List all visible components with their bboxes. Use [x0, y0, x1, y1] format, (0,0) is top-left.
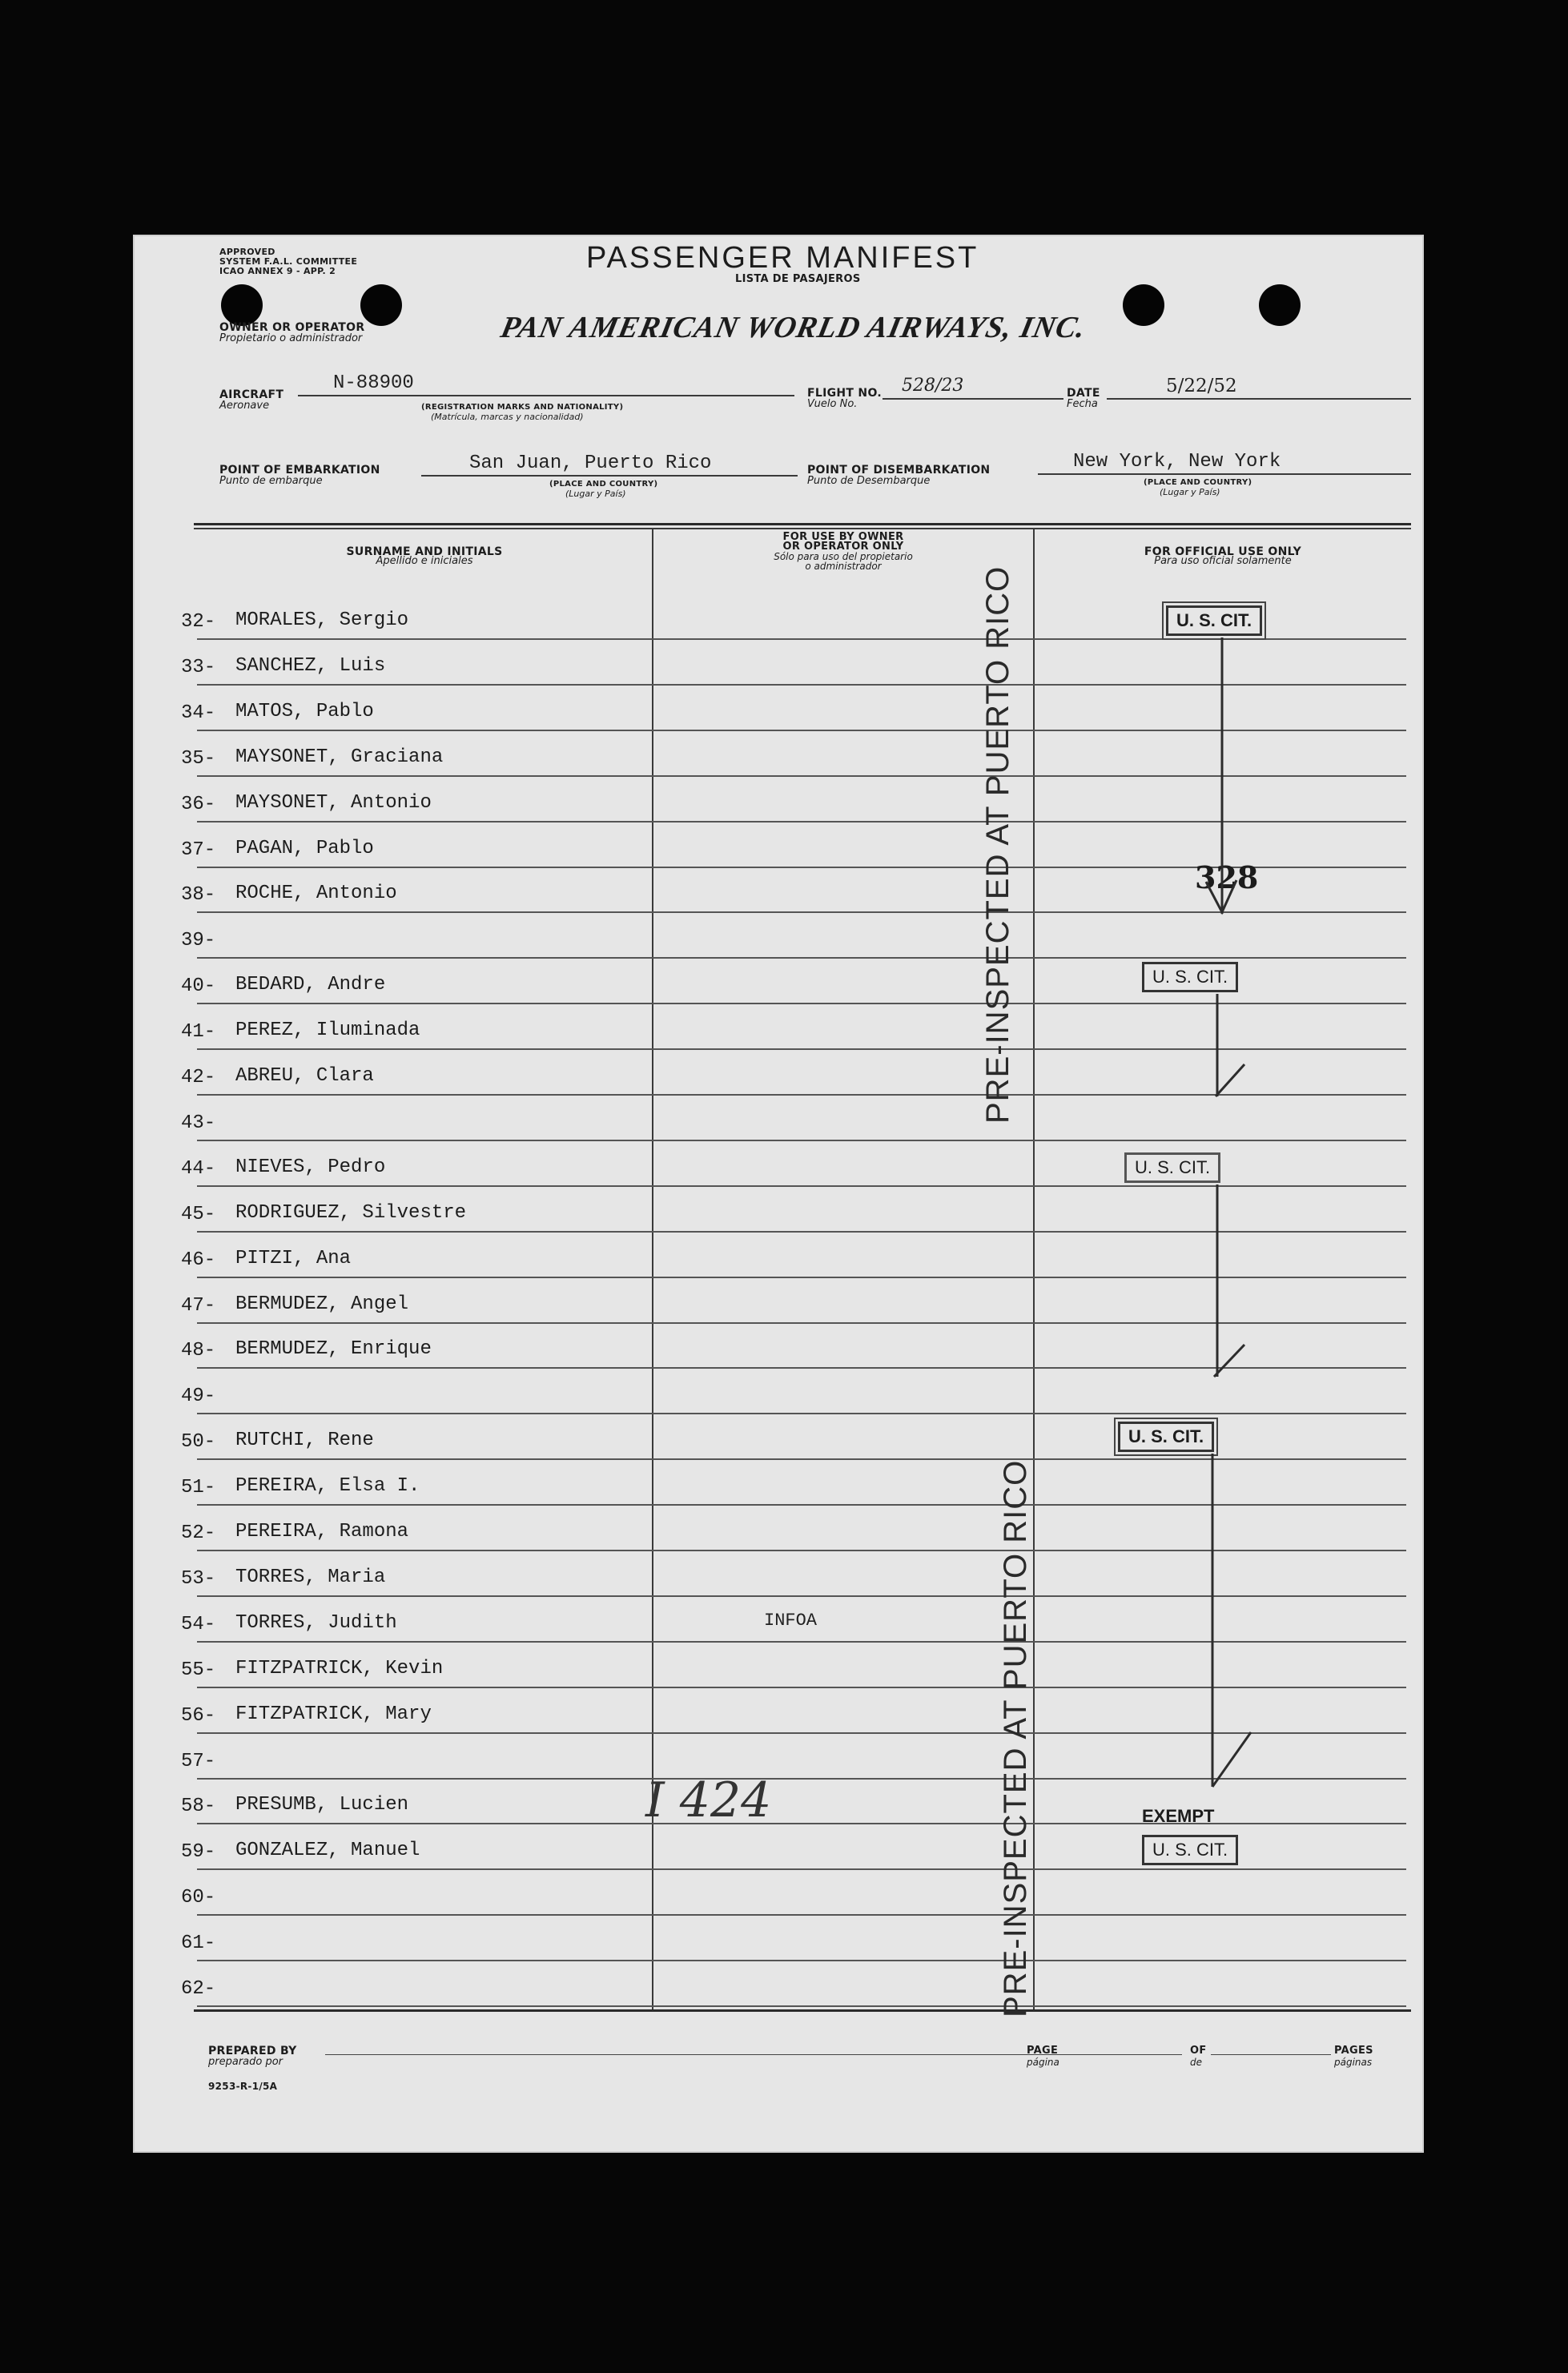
of-label-es: de — [1190, 2057, 1202, 2068]
row-number: 33- — [181, 656, 216, 678]
passenger-name: MAYSONET, Antonio — [235, 791, 432, 814]
row-number: 32- — [181, 611, 216, 633]
row-number: 34- — [181, 702, 216, 724]
embark-label-es: Punto de embarque — [219, 475, 323, 487]
row-number: 52- — [181, 1522, 216, 1544]
row-number: 62- — [181, 1978, 216, 2000]
passenger-name: RUTCHI, Rene — [235, 1430, 374, 1452]
disembark-label: POINT OF DISEMBARKATION — [807, 464, 991, 477]
embark-label: POINT OF EMBARKATION — [219, 464, 380, 477]
row-number: 44- — [181, 1157, 216, 1180]
date-label: DATE — [1067, 387, 1100, 400]
airline-name: PAN AMERICAN WORLD AIRWAYS, INC. — [497, 311, 1090, 344]
place-caption-es: (Lugar y País) — [565, 489, 626, 499]
manifest-title: PASSENGER MANIFEST — [586, 241, 979, 275]
place-caption: (PLACE AND COUNTRY) — [549, 480, 658, 489]
us-cit-stamp: U. S. CIT. — [1166, 605, 1262, 636]
passenger-name: MATOS, Pablo — [235, 700, 374, 722]
passenger-name: GONZALEZ, Manuel — [235, 1840, 420, 1862]
passenger-name: MAYSONET, Graciana — [235, 746, 444, 768]
row-number: 50- — [181, 1431, 216, 1454]
row-number: 39- — [181, 930, 216, 952]
tally-marks — [133, 235, 1424, 2153]
disembark-label-es: Punto de Desembarque — [807, 475, 931, 487]
owner-label: OWNER OR OPERATOR — [219, 321, 365, 334]
aircraft-label-es: Aeronave — [219, 400, 270, 412]
of-label: OF — [1190, 2045, 1207, 2057]
aircraft-value: N-88900 — [333, 372, 414, 394]
passenger-name: PEREIRA, Elsa I. — [235, 1475, 420, 1498]
passenger-name: ABREU, Clara — [235, 1065, 374, 1087]
page-label-es: página — [1027, 2057, 1059, 2068]
row-number: 45- — [181, 1203, 216, 1225]
row-number: 59- — [181, 1841, 216, 1864]
passenger-name: MORALES, Sergio — [235, 609, 409, 631]
row-number: 48- — [181, 1340, 216, 1362]
col-header-surname-label: SURNAME AND INITIALS — [346, 545, 503, 558]
row-number: 49- — [181, 1386, 216, 1408]
row-number: 38- — [181, 884, 216, 907]
col-header-owner-line-es: o administrador — [805, 561, 882, 572]
pages-label: PAGES — [1334, 2045, 1373, 2057]
registration-caption: (REGISTRATION MARKS AND NATIONALITY) — [421, 403, 624, 412]
manifest-subtitle: LISTA DE PASAJEROS — [735, 273, 861, 285]
passenger-name: TORRES, Judith — [235, 1611, 397, 1634]
col-header-official-label: FOR OFFICIAL USE ONLY — [1144, 545, 1302, 558]
col-header-official-label-es: Para uso oficial solamente — [1154, 555, 1292, 567]
infoa-note: INFOA — [764, 1611, 818, 1631]
approval-line: APPROVED — [219, 247, 275, 257]
passenger-name: BERMUDEZ, Angel — [235, 1293, 409, 1315]
row-number: 47- — [181, 1294, 216, 1317]
row-number: 43- — [181, 1112, 216, 1134]
row-number: 55- — [181, 1659, 216, 1681]
us-cit-stamp: U. S. CIT. — [1124, 1152, 1220, 1183]
passenger-name: BERMUDEZ, Enrique — [235, 1338, 432, 1361]
approval-line: SYSTEM F.A.L. COMMITTEE — [219, 256, 358, 267]
flight-label: FLIGHT NO. — [807, 387, 882, 400]
prepared-by-label-es: preparado por — [208, 2056, 283, 2068]
row-number: 56- — [181, 1704, 216, 1727]
row-number: 57- — [181, 1750, 216, 1772]
form-code: 9253-R-1/5A — [208, 2081, 278, 2092]
passenger-name: PEREIRA, Ramona — [235, 1521, 409, 1542]
passenger-name: NIEVES, Pedro — [235, 1156, 386, 1178]
passenger-name: PITZI, Ana — [235, 1247, 352, 1269]
passenger-name: RODRIGUEZ, Silvestre — [235, 1201, 467, 1224]
date-label-es: Fecha — [1067, 398, 1098, 410]
embark-value: San Juan, Puerto Rico — [469, 452, 712, 474]
row-number: 35- — [181, 747, 216, 770]
col-header-owner-line: OR OPERATOR ONLY — [782, 541, 904, 553]
date-value: 5/22/52 — [1166, 376, 1237, 396]
passenger-name: ROCHE, Antonio — [235, 883, 397, 905]
preinspected-stamp: PRE-INSPECTED AT PUERTO RICO — [980, 565, 1015, 1124]
pages-label-es: páginas — [1334, 2057, 1373, 2068]
row-number: 41- — [181, 1021, 216, 1044]
row-number: 37- — [181, 839, 216, 861]
manifest-sheet — [133, 235, 1424, 2153]
row-number: 53- — [181, 1567, 216, 1590]
preinspected-stamp: PRE-INSPECTED AT PUERTO RICO — [998, 1459, 1033, 2017]
page-label: PAGE — [1027, 2045, 1059, 2057]
us-cit-stamp: U. S. CIT. — [1142, 962, 1238, 992]
owner-label-es: Propietario o administrador — [219, 332, 363, 344]
row-number: 58- — [181, 1796, 216, 1818]
place-caption-es: (Lugar y País) — [1160, 487, 1220, 497]
passenger-name: PAGAN, Pablo — [235, 837, 374, 859]
us-cit-stamp: U. S. CIT. — [1118, 1422, 1214, 1452]
row-number: 51- — [181, 1477, 216, 1499]
flight-value: 528/23 — [902, 376, 964, 396]
exempt-stamp: EXEMPT — [1142, 1806, 1215, 1826]
passenger-name: FITZPATRICK, Mary — [235, 1703, 432, 1725]
col-header-owner-line: FOR USE BY OWNER — [782, 531, 904, 543]
row-number: 42- — [181, 1067, 216, 1088]
col-header-owner-line-es: Sólo para uso del propietario — [774, 551, 913, 562]
approval-line: ICAO ANNEX 9 - APP. 2 — [219, 266, 336, 276]
row-number: 54- — [181, 1613, 216, 1635]
row-number: 40- — [181, 975, 216, 998]
handwritten-note: I 424 — [645, 1772, 772, 1828]
row-number: 61- — [181, 1933, 216, 1955]
row-number: 36- — [181, 793, 216, 815]
flight-label-es: Vuelo No. — [807, 398, 858, 410]
passenger-name: SANCHEZ, Luis — [235, 654, 386, 677]
passenger-name: FITZPATRICK, Kevin — [235, 1657, 444, 1679]
prepared-by-label: PREPARED BY — [208, 2045, 297, 2057]
row-number: 46- — [181, 1249, 216, 1271]
us-cit-stamp: U. S. CIT. — [1142, 1835, 1238, 1865]
place-caption: (PLACE AND COUNTRY) — [1144, 478, 1252, 487]
passenger-name: TORRES, Maria — [235, 1566, 386, 1588]
number-328: 328 — [1195, 859, 1259, 895]
passenger-name: BEDARD, Andre — [235, 974, 386, 996]
col-header-surname-label-es: Apellido e iniciales — [376, 555, 473, 567]
disembark-value: New York, New York — [1073, 451, 1281, 473]
passenger-name: PRESUMB, Lucien — [235, 1794, 409, 1816]
row-number: 60- — [181, 1887, 216, 1909]
registration-caption-es: (Matrícula, marcas y nacionalidad) — [431, 412, 584, 422]
passenger-name: PEREZ, Iluminada — [235, 1020, 420, 1042]
aircraft-label: AIRCRAFT — [219, 388, 284, 401]
